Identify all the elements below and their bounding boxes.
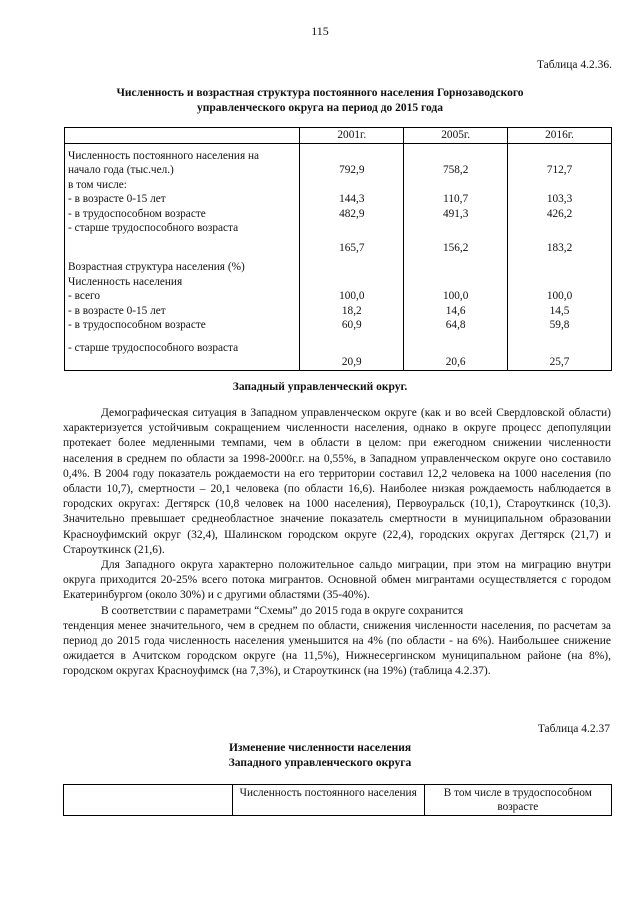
- row-label: - всего: [65, 289, 300, 304]
- cell-2016: 426,2: [508, 207, 612, 222]
- table-row: [65, 318, 612, 333]
- row-label: Численность постоянного населения на: [65, 149, 300, 164]
- table-row: [65, 304, 612, 319]
- header-cell-2001: 2001г.: [300, 128, 404, 144]
- section-heading: Западный управленческий округ.: [232, 381, 408, 393]
- paragraph: Для Западного округа характерно положительное сальдо миграции, при этом на миграцию внутри округа приходится 20-25% всего потока мигрантов. Основной обмен мигрантами осуществляется с городом Екатеринбургом (около 30%) и с другими областями (35-40%).: [63, 559, 611, 602]
- cell-2005: [404, 178, 508, 193]
- cell-2016: [508, 149, 612, 164]
- row-label: Возрастная структура населения (%): [65, 260, 300, 275]
- header-cell-2016: 2016г.: [508, 128, 612, 144]
- spacer-row: [65, 333, 612, 341]
- population-change-table: [63, 784, 612, 816]
- cell-2016: 14,5: [508, 304, 612, 319]
- cell-2016: [508, 341, 612, 356]
- table-label-4-2-36: Таблица 4.2.36.: [536, 59, 612, 71]
- table-row: [65, 241, 612, 256]
- cell-2001: 20,9: [300, 355, 404, 370]
- cell-2001: 482,9: [300, 207, 404, 222]
- table-label-4-2-37: Таблица 4.2.37: [537, 723, 610, 735]
- cell-2001: [300, 341, 404, 356]
- cell-2001: 60,9: [300, 318, 404, 333]
- cell-2005: [404, 149, 508, 164]
- table-title-line-2: Западного управленческого округа: [228, 757, 412, 769]
- cell-2005: 14,6: [404, 304, 508, 319]
- cell-2001: [300, 178, 404, 193]
- table-row: [65, 289, 612, 304]
- cell-2005: [404, 275, 508, 290]
- cell-2016: 103,3: [508, 192, 612, 207]
- cell-2005: [404, 260, 508, 275]
- table-row: [65, 207, 612, 222]
- cell-2005: 491,3: [404, 207, 508, 222]
- table-header-row: [65, 128, 612, 144]
- table-row: [65, 163, 612, 178]
- cell-2005: 156,2: [404, 241, 508, 256]
- table-row: [65, 192, 612, 207]
- cell-2016: 59,8: [508, 318, 612, 333]
- row-label: Численность населения: [65, 275, 300, 290]
- cell-2016: [508, 275, 612, 290]
- cell-2005: 20,6: [404, 355, 508, 370]
- header-cell-empty: [64, 785, 233, 816]
- cell-2016: 712,7: [508, 163, 612, 178]
- header-cell-working-age: В том числе в трудоспособном возрасте: [424, 785, 611, 816]
- cell-2005: [404, 341, 508, 356]
- cell-2016: [508, 178, 612, 193]
- cell-2001: 18,2: [300, 304, 404, 319]
- paragraph: тенденция менее значительного, чем в среднем по области, снижения численности населения, по расчетам за период до 2015 года численность населения уменьшится на 4% (по области - на 6%). Наибольшее снижение ожидается в Ачитском городском округе (на 11,5%), Нижнесергинском муниципальном районе (на 8%), городском округах Красноуфимск (на 7,3%), и Староуткинск (на 19%) (таблица 4.2.37).: [63, 619, 611, 678]
- table-row: [65, 341, 612, 356]
- row-label: - в возрасте 0-15 лет: [65, 304, 300, 319]
- cell-2001: 100,0: [300, 289, 404, 304]
- row-label: - в трудоспособном возрасте: [65, 318, 300, 333]
- page-number: 115: [311, 24, 329, 38]
- cell-2005: 110,7: [404, 192, 508, 207]
- cell-2005: 758,2: [404, 163, 508, 178]
- cell-2005: [404, 221, 508, 236]
- population-structure-table: [64, 127, 612, 371]
- header-cell-population: Численность постоянного населения: [232, 785, 424, 816]
- cell-2005: 64,8: [404, 318, 508, 333]
- cell-2001: [300, 275, 404, 290]
- row-label: - старше трудоспособного возраста: [65, 341, 300, 356]
- cell-2016: [508, 260, 612, 275]
- cell-2005: 100,0: [404, 289, 508, 304]
- row-label: [65, 355, 300, 370]
- body-text-block-1: [63, 406, 611, 680]
- table-row: [65, 178, 612, 193]
- cell-2016: 183,2: [508, 241, 612, 256]
- table-row: [65, 355, 612, 370]
- paragraph: В соответствии с параметрами “Схемы” до 2015 года в округе сохранится: [101, 604, 464, 617]
- table-row: [65, 260, 612, 275]
- row-label: начало года (тыс.чел.): [65, 163, 300, 178]
- header-cell-empty: [65, 128, 300, 144]
- table-row: [65, 149, 612, 164]
- cell-2001: 144,3: [300, 192, 404, 207]
- cell-2001: [300, 221, 404, 236]
- cell-2001: 792,9: [300, 163, 404, 178]
- row-label: - старше трудоспособного возраста: [65, 221, 300, 236]
- table-header-row: [64, 785, 612, 816]
- cell-2016: 100,0: [508, 289, 612, 304]
- table-title-line-2: управленческого округа на период до 2015 года: [197, 102, 443, 114]
- table-title-line-1: Численность и возрастная структура постоянного населения Горнозаводского: [116, 87, 524, 99]
- cell-2016: 25,7: [508, 355, 612, 370]
- table-row: [65, 275, 612, 290]
- table-row: [65, 221, 612, 236]
- paragraph: Демографическая ситуация в Западном управленческом округе (как и во всей Свердловской области) характеризуется устойчивым сокращением численности населения, однако в округе процесс депопуляции протекает более медленными темпами, чем в области в целом: при ежегодном снижении численности населения в среднем по области за 1998-2000г.г. на 0,55%, в Западном управленческом округе оно составило 0,4%. В 2004 году показатель рождаемости на его территории составил 12,2 человека на 1000 населения (по области 10,7), смертности – 20,1 человека (по области 16,6). Наиболее низкая рождаемость наблюдается в городских округах: Дегтярск (10,8 человек на 1000 населения), Первоуральск (10,1), Староуткинск (10,3). Значительно превышает среднеобластное значение показатель смертности в муниципальном образовании Красноуфимский округ (32,4), Шалинском городском округе (22,4), городских округах Дегтярск (21,7) и Староуткинск (21,6).: [63, 407, 611, 556]
- row-label: - в возрасте 0-15 лет: [65, 192, 300, 207]
- header-cell-2005: 2005г.: [404, 128, 508, 144]
- cell-2001: [300, 149, 404, 164]
- cell-2016: [508, 221, 612, 236]
- row-label: [65, 241, 300, 256]
- row-label: - в трудоспособном возрасте: [65, 207, 300, 222]
- row-label: в том числе:: [65, 178, 300, 193]
- table-title-4-2-37: [0, 741, 640, 771]
- cell-2001: 165,7: [300, 241, 404, 256]
- table-title-4-2-36: [0, 86, 640, 116]
- table-title-line-1: Изменение численности населения: [228, 742, 412, 754]
- cell-2001: [300, 260, 404, 275]
